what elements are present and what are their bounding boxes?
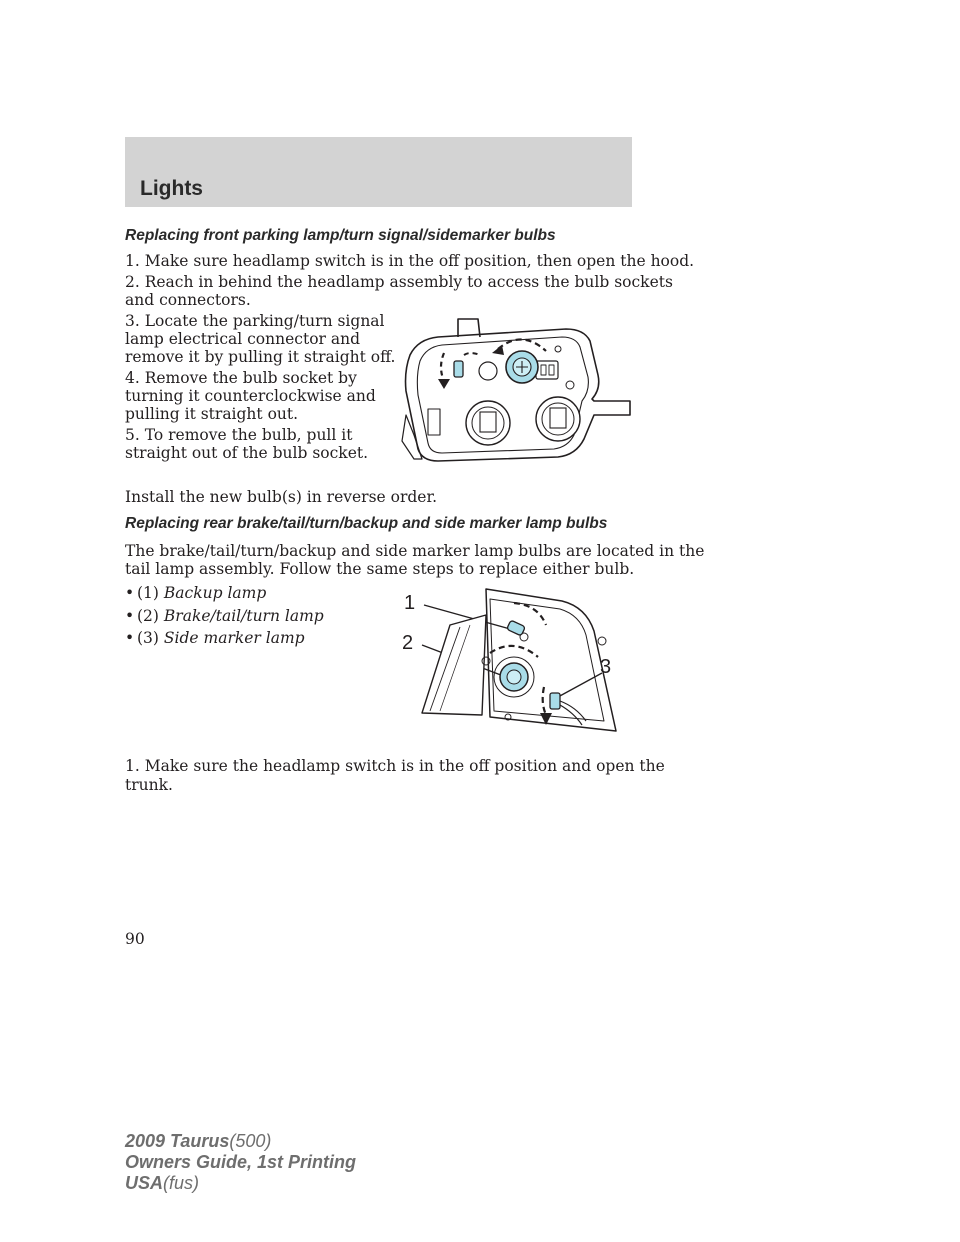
tail-lamp-assembly-illustration (390, 585, 632, 735)
list-item: • (3) Side marker lamp (125, 629, 305, 647)
bullet-icon: • (125, 607, 135, 625)
footer-line-1: 2009 Taurus(500) (125, 1131, 272, 1151)
footer-line-3: USA(fus) (125, 1173, 200, 1193)
bullet-icon: • (125, 629, 135, 647)
front-bulbs-heading: Replacing front parking lamp/turn signal/sidemarker bulbs (125, 227, 556, 244)
front-step-4-line1: 4. Remove the bulb socket by (125, 369, 357, 387)
callout-1: 1 (404, 592, 416, 614)
front-step-2-line2: and connectors. (125, 291, 251, 309)
front-step-3-line2: lamp electrical connector and (125, 330, 361, 348)
front-step-2-line1: 2. Reach in behind the headlamp assembly to access the bulb sockets (125, 273, 673, 291)
list-item: • (1) Backup lamp (125, 584, 267, 602)
callout-3: 3 (600, 656, 612, 678)
front-step-3-line1: 3. Locate the parking/turn signal (125, 312, 385, 330)
front-step-5-line2: straight out of the bulb socket. (125, 444, 369, 462)
page-number: 90 (125, 930, 145, 948)
rear-intro-line2: tail lamp assembly. Follow the same steps to replace either bulb. (125, 560, 635, 578)
rear-step-1-line1: 1. Make sure the headlamp switch is in the off position and open the (125, 757, 665, 775)
front-step-3-line3: remove it by pulling it straight off. (125, 348, 396, 366)
section-title: Lights (140, 177, 203, 200)
footer-line-2: Owners Guide, 1st Printing (125, 1152, 357, 1172)
print-footer (125, 1131, 356, 1194)
headlamp-assembly-illustration (398, 315, 632, 467)
bullet-icon: • (125, 584, 135, 602)
callout-2: 2 (402, 632, 414, 654)
section-header-band (125, 137, 632, 207)
rear-bulbs-heading: Replacing rear brake/tail/turn/backup and side marker lamp bulbs (125, 515, 608, 532)
front-step-4-line2: turning it counterclockwise and (125, 387, 376, 405)
front-step-1: 1. Make sure headlamp switch is in the off position, then open the hood. (125, 252, 695, 270)
front-step-4-line3: pulling it straight out. (125, 405, 299, 423)
front-install-note: Install the new bulb(s) in reverse order. (125, 488, 438, 506)
rear-intro-line1: The brake/tail/turn/backup and side marker lamp bulbs are located in the (125, 542, 705, 560)
front-step-5-line1: 5. To remove the bulb, pull it (125, 426, 353, 444)
rear-step-1-line2: trunk. (125, 776, 173, 794)
list-item: • (2) Brake/tail/turn lamp (125, 607, 324, 625)
